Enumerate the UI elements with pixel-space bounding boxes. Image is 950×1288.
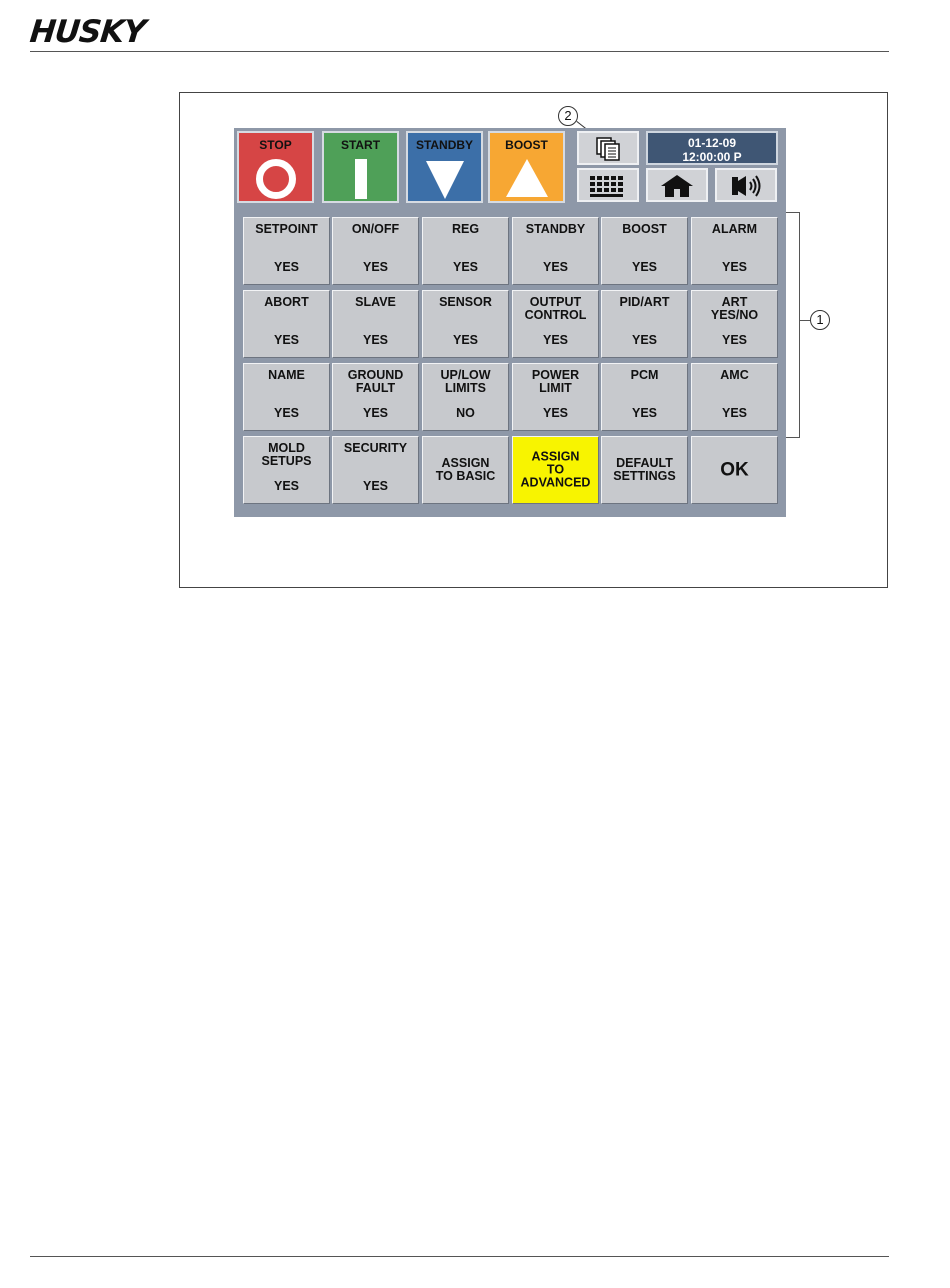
setting-value: YES [631, 333, 657, 347]
setting-up-low-limits-button[interactable] [422, 363, 509, 431]
setting-value: YES [721, 260, 747, 274]
setting-title: ART YES/NO [710, 295, 759, 322]
default-settings-button[interactable] [601, 436, 688, 504]
setting-pid-art-button[interactable] [601, 290, 688, 358]
setting-mold-setups-button[interactable] [243, 436, 330, 504]
setting-value: NO [456, 406, 475, 420]
setting-art-yes-no-button[interactable] [691, 290, 778, 358]
speaker-icon [726, 173, 766, 199]
standby-button[interactable] [406, 131, 483, 203]
setting-title: NAME [268, 368, 305, 382]
speaker-button[interactable] [715, 168, 777, 202]
setting-title: SENSOR [439, 295, 492, 309]
setting-title: REG [451, 222, 480, 236]
keypad-button[interactable] [577, 168, 639, 202]
assign-to-basic-label: ASSIGN TO BASIC [435, 456, 496, 483]
setting-value: YES [452, 333, 478, 347]
callout-1-leader [800, 320, 810, 321]
home-icon [657, 173, 697, 199]
clock-date: 01-12-09 [687, 136, 737, 150]
setting-value: YES [721, 333, 747, 347]
setting-setpoint-button[interactable] [243, 217, 330, 285]
setting-title: SECURITY [343, 441, 408, 455]
home-button[interactable] [646, 168, 708, 202]
standby-icon [426, 161, 464, 199]
start-icon [355, 159, 367, 199]
boost-label: BOOST [505, 138, 548, 152]
setting-title: PID/ART [619, 295, 670, 309]
setting-value: YES [362, 479, 388, 493]
setting-title: SETPOINT [255, 222, 318, 236]
setting-title: STANDBY [525, 222, 586, 236]
setting-boost-button[interactable] [601, 217, 688, 285]
stop-label: STOP [259, 138, 292, 152]
setting-value: YES [631, 260, 657, 274]
callout-1: 1 [810, 310, 830, 330]
setting-ground-fault-button[interactable] [332, 363, 419, 431]
setting-title: UP/LOW LIMITS [440, 368, 491, 395]
setting-name-button[interactable] [243, 363, 330, 431]
start-label: START [340, 138, 381, 152]
setting-standby-button[interactable] [512, 217, 599, 285]
controller-screen [234, 128, 786, 517]
ok-button[interactable] [691, 436, 778, 504]
setting-title: AMC [720, 368, 749, 382]
header-rule [30, 51, 889, 52]
setting-slave-button[interactable] [332, 290, 419, 358]
clock-time: 12:00:00 P [682, 150, 742, 164]
setting-title: ON/OFF [351, 222, 400, 236]
setting-title: GROUND FAULT [347, 368, 404, 395]
stop-button[interactable] [237, 131, 314, 203]
setting-value: YES [362, 406, 388, 420]
setting-power-limit-button[interactable] [512, 363, 599, 431]
setting-title: POWER LIMIT [531, 368, 580, 395]
setting-value: YES [273, 333, 299, 347]
setting-security-button[interactable] [332, 436, 419, 504]
setting-value: YES [721, 406, 747, 420]
assign-to-advanced-label: ASSIGN TO ADVANCED [520, 449, 591, 490]
boost-icon [506, 159, 548, 197]
setting-value: YES [542, 406, 568, 420]
setting-title: ABORT [264, 295, 309, 309]
setting-value: YES [273, 260, 299, 274]
setting-output-control-button[interactable] [512, 290, 599, 358]
setting-abort-button[interactable] [243, 290, 330, 358]
footer-rule [30, 1256, 889, 1257]
setting-value: YES [362, 260, 388, 274]
assign-to-basic-button[interactable] [422, 436, 509, 504]
setting-value: YES [362, 333, 388, 347]
setting-title: SLAVE [355, 295, 396, 309]
ok-label: OK [720, 459, 749, 481]
setting-title: MOLD SETUPS [261, 441, 312, 468]
copy-icon [593, 136, 623, 162]
start-button[interactable] [322, 131, 399, 203]
setting-title: PCM [630, 368, 659, 382]
keypad-icon [588, 174, 628, 198]
setting-alarm-button[interactable] [691, 217, 778, 285]
setting-value: YES [273, 406, 299, 420]
setting-amc-button[interactable] [691, 363, 778, 431]
assign-to-advanced-button[interactable] [512, 436, 599, 504]
callout-1-bracket [786, 212, 800, 438]
setting-title: BOOST [622, 222, 667, 236]
setting-value: YES [542, 333, 568, 347]
setting-on-off-button[interactable] [332, 217, 419, 285]
husky-logo: HUSKY [28, 14, 147, 50]
stop-icon [256, 159, 296, 199]
setting-reg-button[interactable] [422, 217, 509, 285]
clock-display [646, 131, 778, 165]
setting-value: YES [273, 479, 299, 493]
standby-label: STANDBY [415, 138, 474, 152]
setting-value: YES [631, 406, 657, 420]
copy-button[interactable] [577, 131, 639, 165]
setting-sensor-button[interactable] [422, 290, 509, 358]
setting-value: YES [452, 260, 478, 274]
default-settings-label: DEFAULT SETTINGS [613, 456, 676, 483]
setting-title: ALARM [711, 222, 758, 236]
setting-pcm-button[interactable] [601, 363, 688, 431]
setting-title: OUTPUT CONTROL [524, 295, 587, 322]
boost-button[interactable] [488, 131, 565, 203]
callout-2: 2 [558, 106, 578, 126]
setting-value: YES [542, 260, 568, 274]
